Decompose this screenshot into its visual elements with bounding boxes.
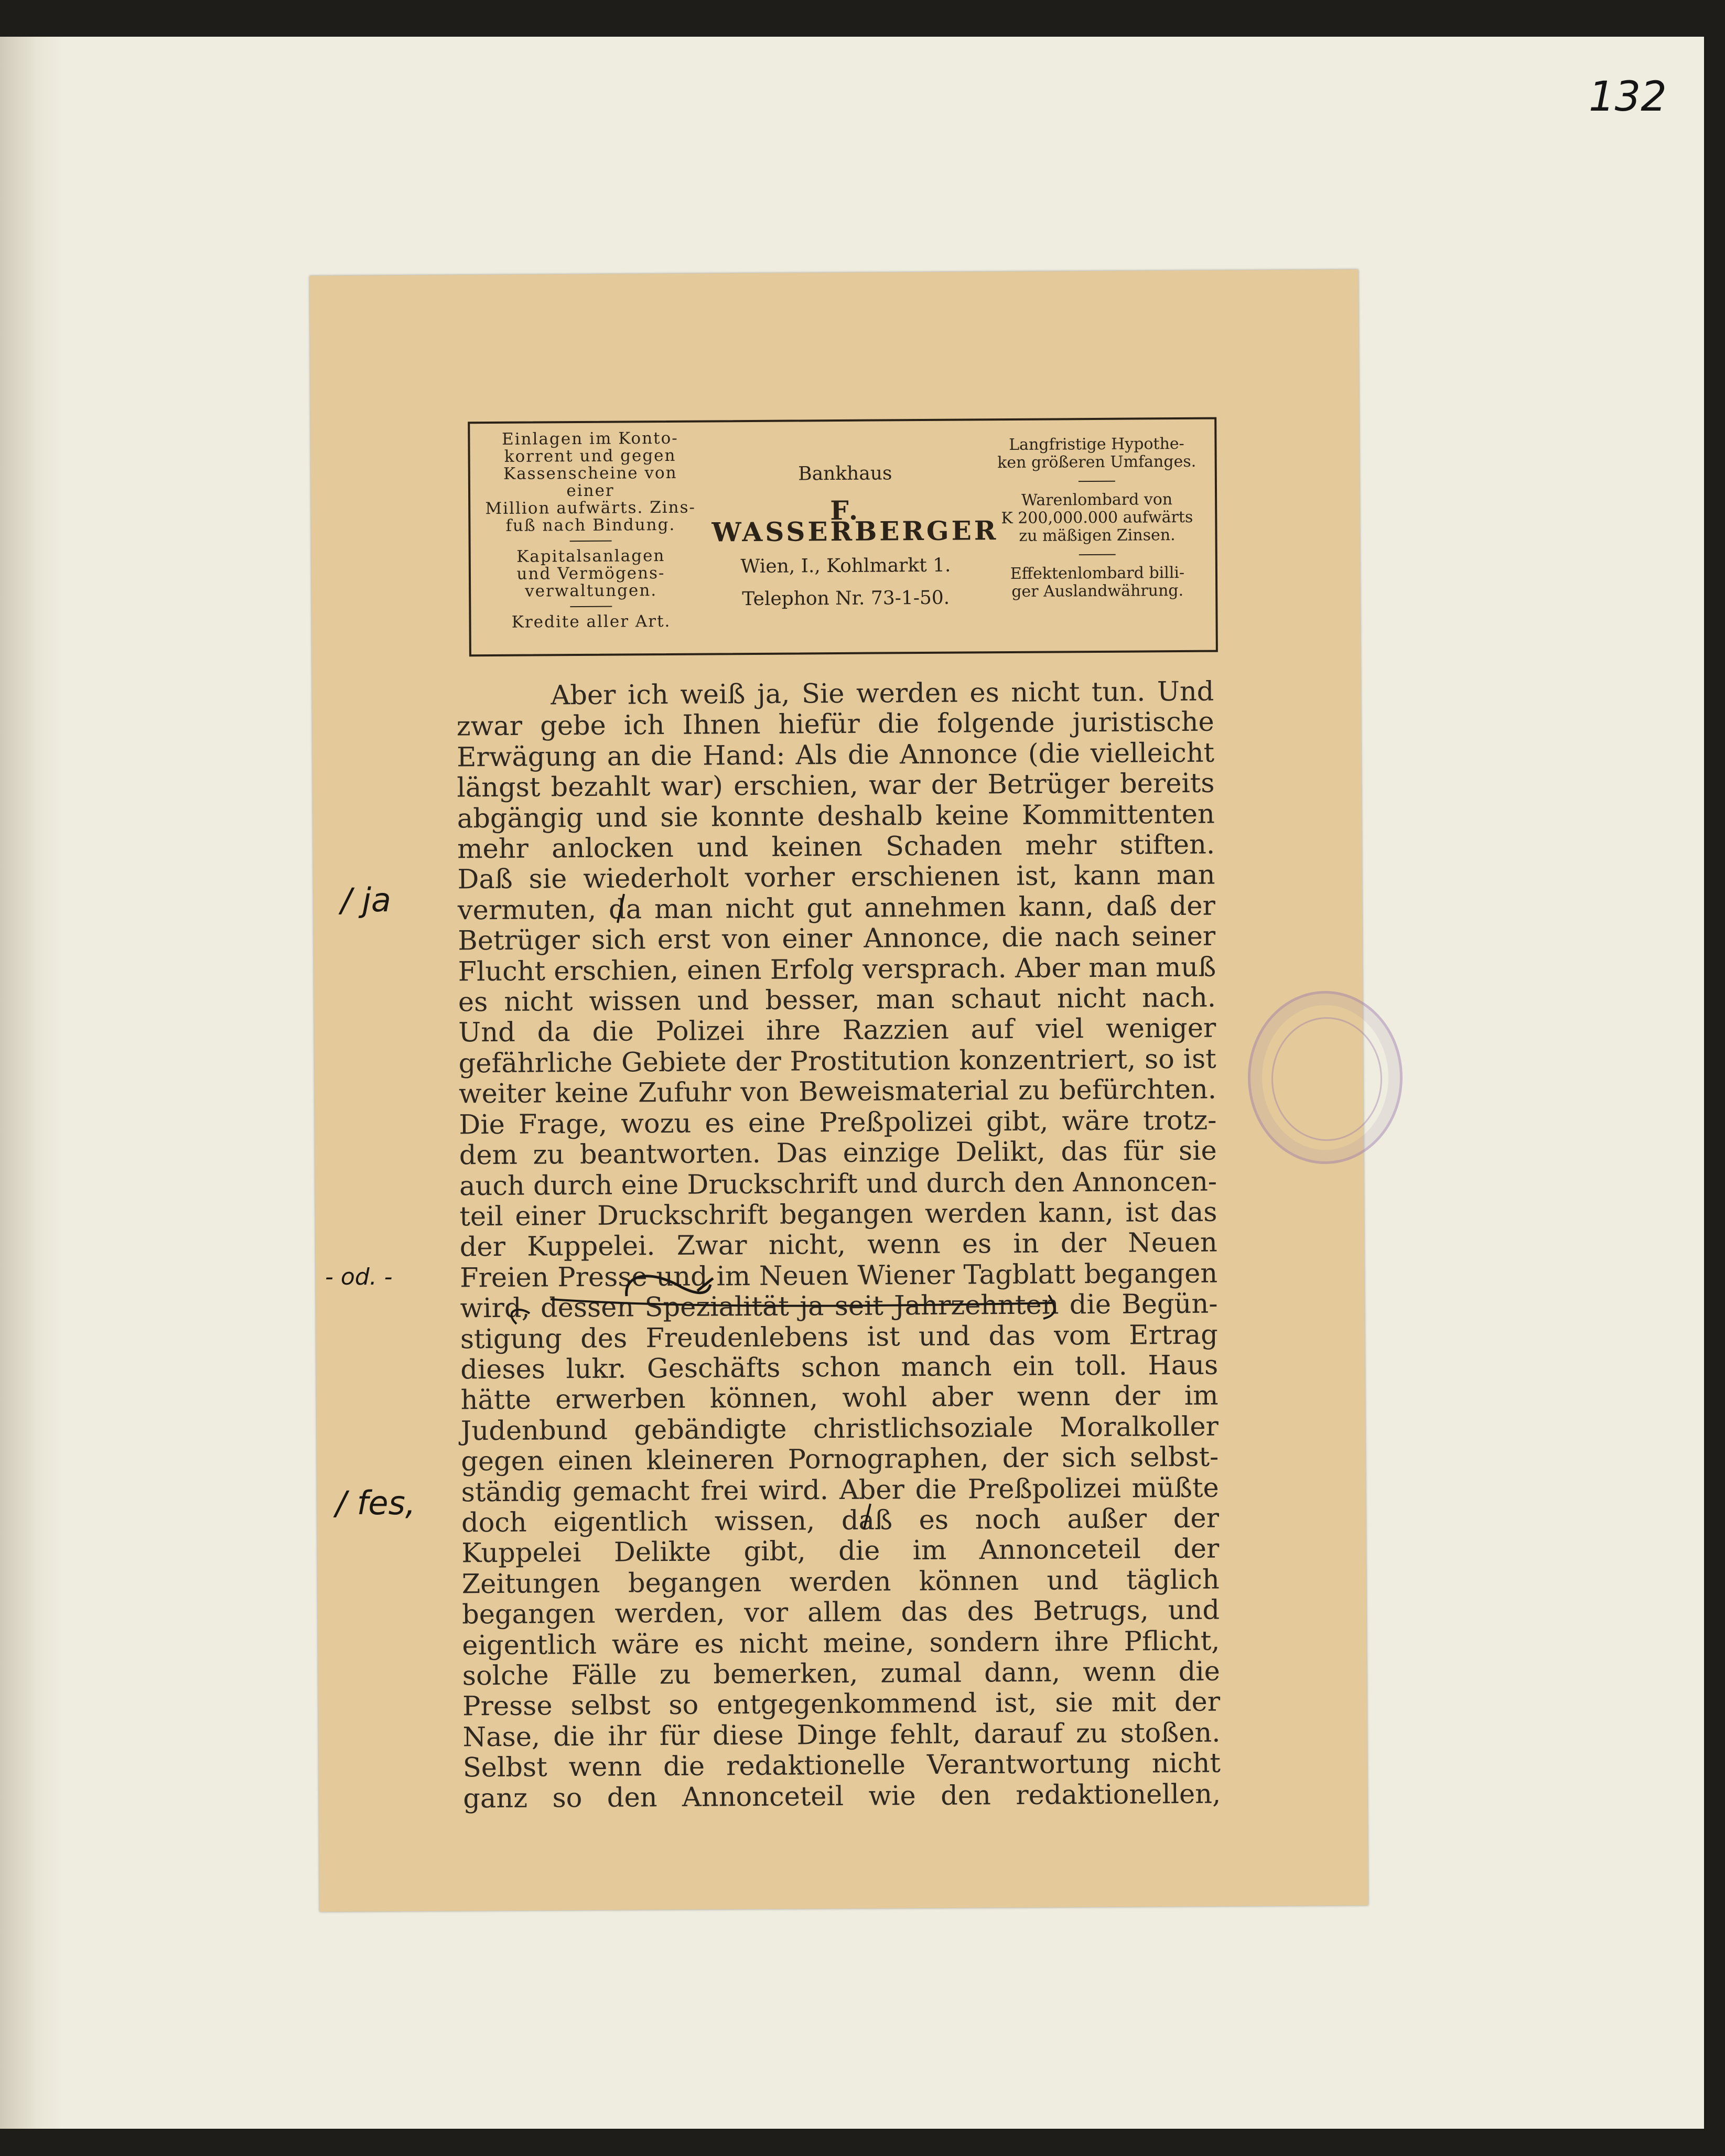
ad-right-column: [986, 435, 1208, 601]
article-line: stigung des Freudenlebens ist und das vom Ertrag: [460, 1319, 1219, 1355]
ad-center-column: [711, 462, 999, 621]
ad-left-line: Kapitalsanlagen: [516, 546, 665, 566]
ad-divider: [570, 541, 612, 542]
article-line: ständig gemacht frei wird. Aber die Preßpolizei müßte: [461, 1472, 1219, 1508]
article-line: der Kuppelei. Zwar nicht, wenn es in der Neuen: [459, 1227, 1217, 1263]
article-line: es nicht wissen und besser, man schaut nicht nach.: [458, 982, 1216, 1018]
ad-left-line: korrent und gegen: [504, 446, 676, 466]
ad-right-line: zu mäßigen Zinsen.: [1019, 526, 1176, 545]
article-line: ganz so den Annonceteil wie den redaktionellen,: [463, 1778, 1221, 1815]
ad-left-line: Kredite aller Art.: [511, 611, 671, 632]
article-line: Erwägung an die Hand: Als die Annonce (die vielleicht: [456, 737, 1215, 773]
article-line: Und da die Polizei ihre Razzien auf viel weniger: [458, 1013, 1216, 1049]
article-line: solche Fälle zu bemerken, zumal dann, wenn die: [462, 1656, 1220, 1692]
ad-left-line: Million aufwärts. Zins-: [485, 498, 696, 519]
article-line: doch eigentlich wissen, daß es noch außer der: [461, 1503, 1220, 1539]
article-line: hätte erwerben können, wohl aber wenn der im: [460, 1380, 1219, 1416]
article-line: Presse selbst so entgegenkommend ist, sie mit der: [462, 1686, 1221, 1722]
article-line: Flucht erschien, einen Erfolg versprach. Aber man muß: [458, 952, 1216, 988]
article-line: Daß sie wiederholt vorher erschienen ist, kann man: [457, 860, 1215, 896]
archive-stamp: [1248, 991, 1403, 1164]
margin-note: / ja: [341, 881, 391, 919]
article-line: gefährliche Gebiete der Prostitution konzentriert, so ist: [458, 1043, 1216, 1080]
article-body: [456, 677, 1221, 1815]
page-number: 132: [1589, 73, 1667, 121]
article-line: Zeitungen begangen werden können und täglich: [461, 1564, 1220, 1600]
ad-right-line: K 200,000.000 aufwärts: [1001, 508, 1193, 528]
article-line: Kuppelei Delikte gibt, die im Annonceteil der: [461, 1533, 1220, 1569]
article-line: begangen werden, vor allem das des Betrugs, und: [461, 1594, 1220, 1631]
article-line: Die Frage, wozu es eine Preßpolizei gibt, wäre trotz-: [459, 1105, 1217, 1141]
article-line: dem zu beantworten. Das einzige Delikt, das für sie: [459, 1135, 1217, 1171]
article-line: auch durch eine Druckschrift und durch den Annoncen-: [459, 1166, 1217, 1202]
bank-label: Bankhaus: [798, 462, 892, 485]
newspaper-clipping: [309, 270, 1368, 1912]
ad-divider: [1079, 554, 1116, 555]
article-line: Aber ich weiß ja, Sie werden es nicht tun. Und: [551, 676, 1214, 712]
ad-left-line: und Vermögens-: [516, 564, 665, 584]
ad-left-line: fuß nach Bindung.: [505, 515, 676, 535]
article-line: dieses lukr. Geschäfts schon manch ein toll. Haus: [460, 1350, 1219, 1386]
ad-divider: [570, 606, 612, 607]
article-line: Judenbund gebändigte christlichsoziale Moralkoller: [460, 1411, 1219, 1447]
article-line: mehr anlocken und keinen Schaden mehr stiften.: [457, 829, 1215, 865]
bank-name: F. WASSERBERGER: [711, 494, 999, 548]
ad-right-line: Warenlombard von: [1021, 490, 1173, 510]
margin-note: - od. -: [325, 1264, 393, 1290]
ad-right-line: ger Auslandwährung.: [1011, 581, 1184, 601]
article-line: vermuten, da man nicht gut annehmen kann, daß der: [457, 890, 1216, 926]
article-line: längst bezahlt war) erschien, war der Betrüger bereits: [457, 768, 1215, 804]
bank-telephone: Telephon Nr. 73-1-50.: [742, 587, 950, 610]
ad-left-line: Einlagen im Konto-: [501, 428, 678, 449]
ad-right-line: Effektenlombard billi-: [1010, 563, 1185, 583]
article-line: abgängig und sie konnte deshalb keine Kommittenten: [457, 799, 1215, 835]
article-line: wird, dessen Spezialität ja seit Jahrzehnten die Begün-: [460, 1288, 1218, 1324]
ad-left-line: verwaltungen.: [525, 581, 657, 601]
ad-right-line: Langfristige Hypothe-: [1009, 434, 1184, 454]
article-line: gegen einen kleineren Pornographen, der sich selbst-: [461, 1441, 1219, 1478]
bank-address: Wien, I., Kohlmarkt 1.: [740, 554, 951, 578]
book-spine-shadow: [0, 37, 63, 2129]
article-line: teil einer Druckschrift begangen werden kann, ist das: [459, 1196, 1217, 1233]
article-line: weiter keine Zufuhr von Beweismaterial zu befürchten.: [458, 1074, 1217, 1110]
bank-advertisement: [468, 417, 1218, 657]
stamp-seal-icon: [1271, 1017, 1382, 1141]
article-line: Nase, die ihr für diese Dinge fehlt, darauf zu stoßen.: [462, 1717, 1221, 1753]
ad-divider: [1079, 481, 1115, 482]
article-line: zwar gebe ich Ihnen hiefür die folgende juristische: [456, 707, 1214, 742]
article-line: Freien Presse und im Neuen Wiener Tagblatt begangen: [459, 1258, 1218, 1294]
ad-right-line: ken größeren Umfanges.: [997, 452, 1196, 472]
article-line: Betrüger sich erst von einer Annonce, die nach seiner: [458, 921, 1216, 957]
article-line: Selbst wenn die redaktionelle Verantwortung nicht: [462, 1748, 1221, 1784]
ad-left-column: [477, 430, 704, 632]
article-line: eigentlich wäre es nicht meine, sondern ihre Pflicht,: [462, 1625, 1220, 1662]
margin-note: / fes,: [336, 1484, 416, 1522]
ad-left-line: Kassenscheine von einer: [503, 463, 677, 501]
